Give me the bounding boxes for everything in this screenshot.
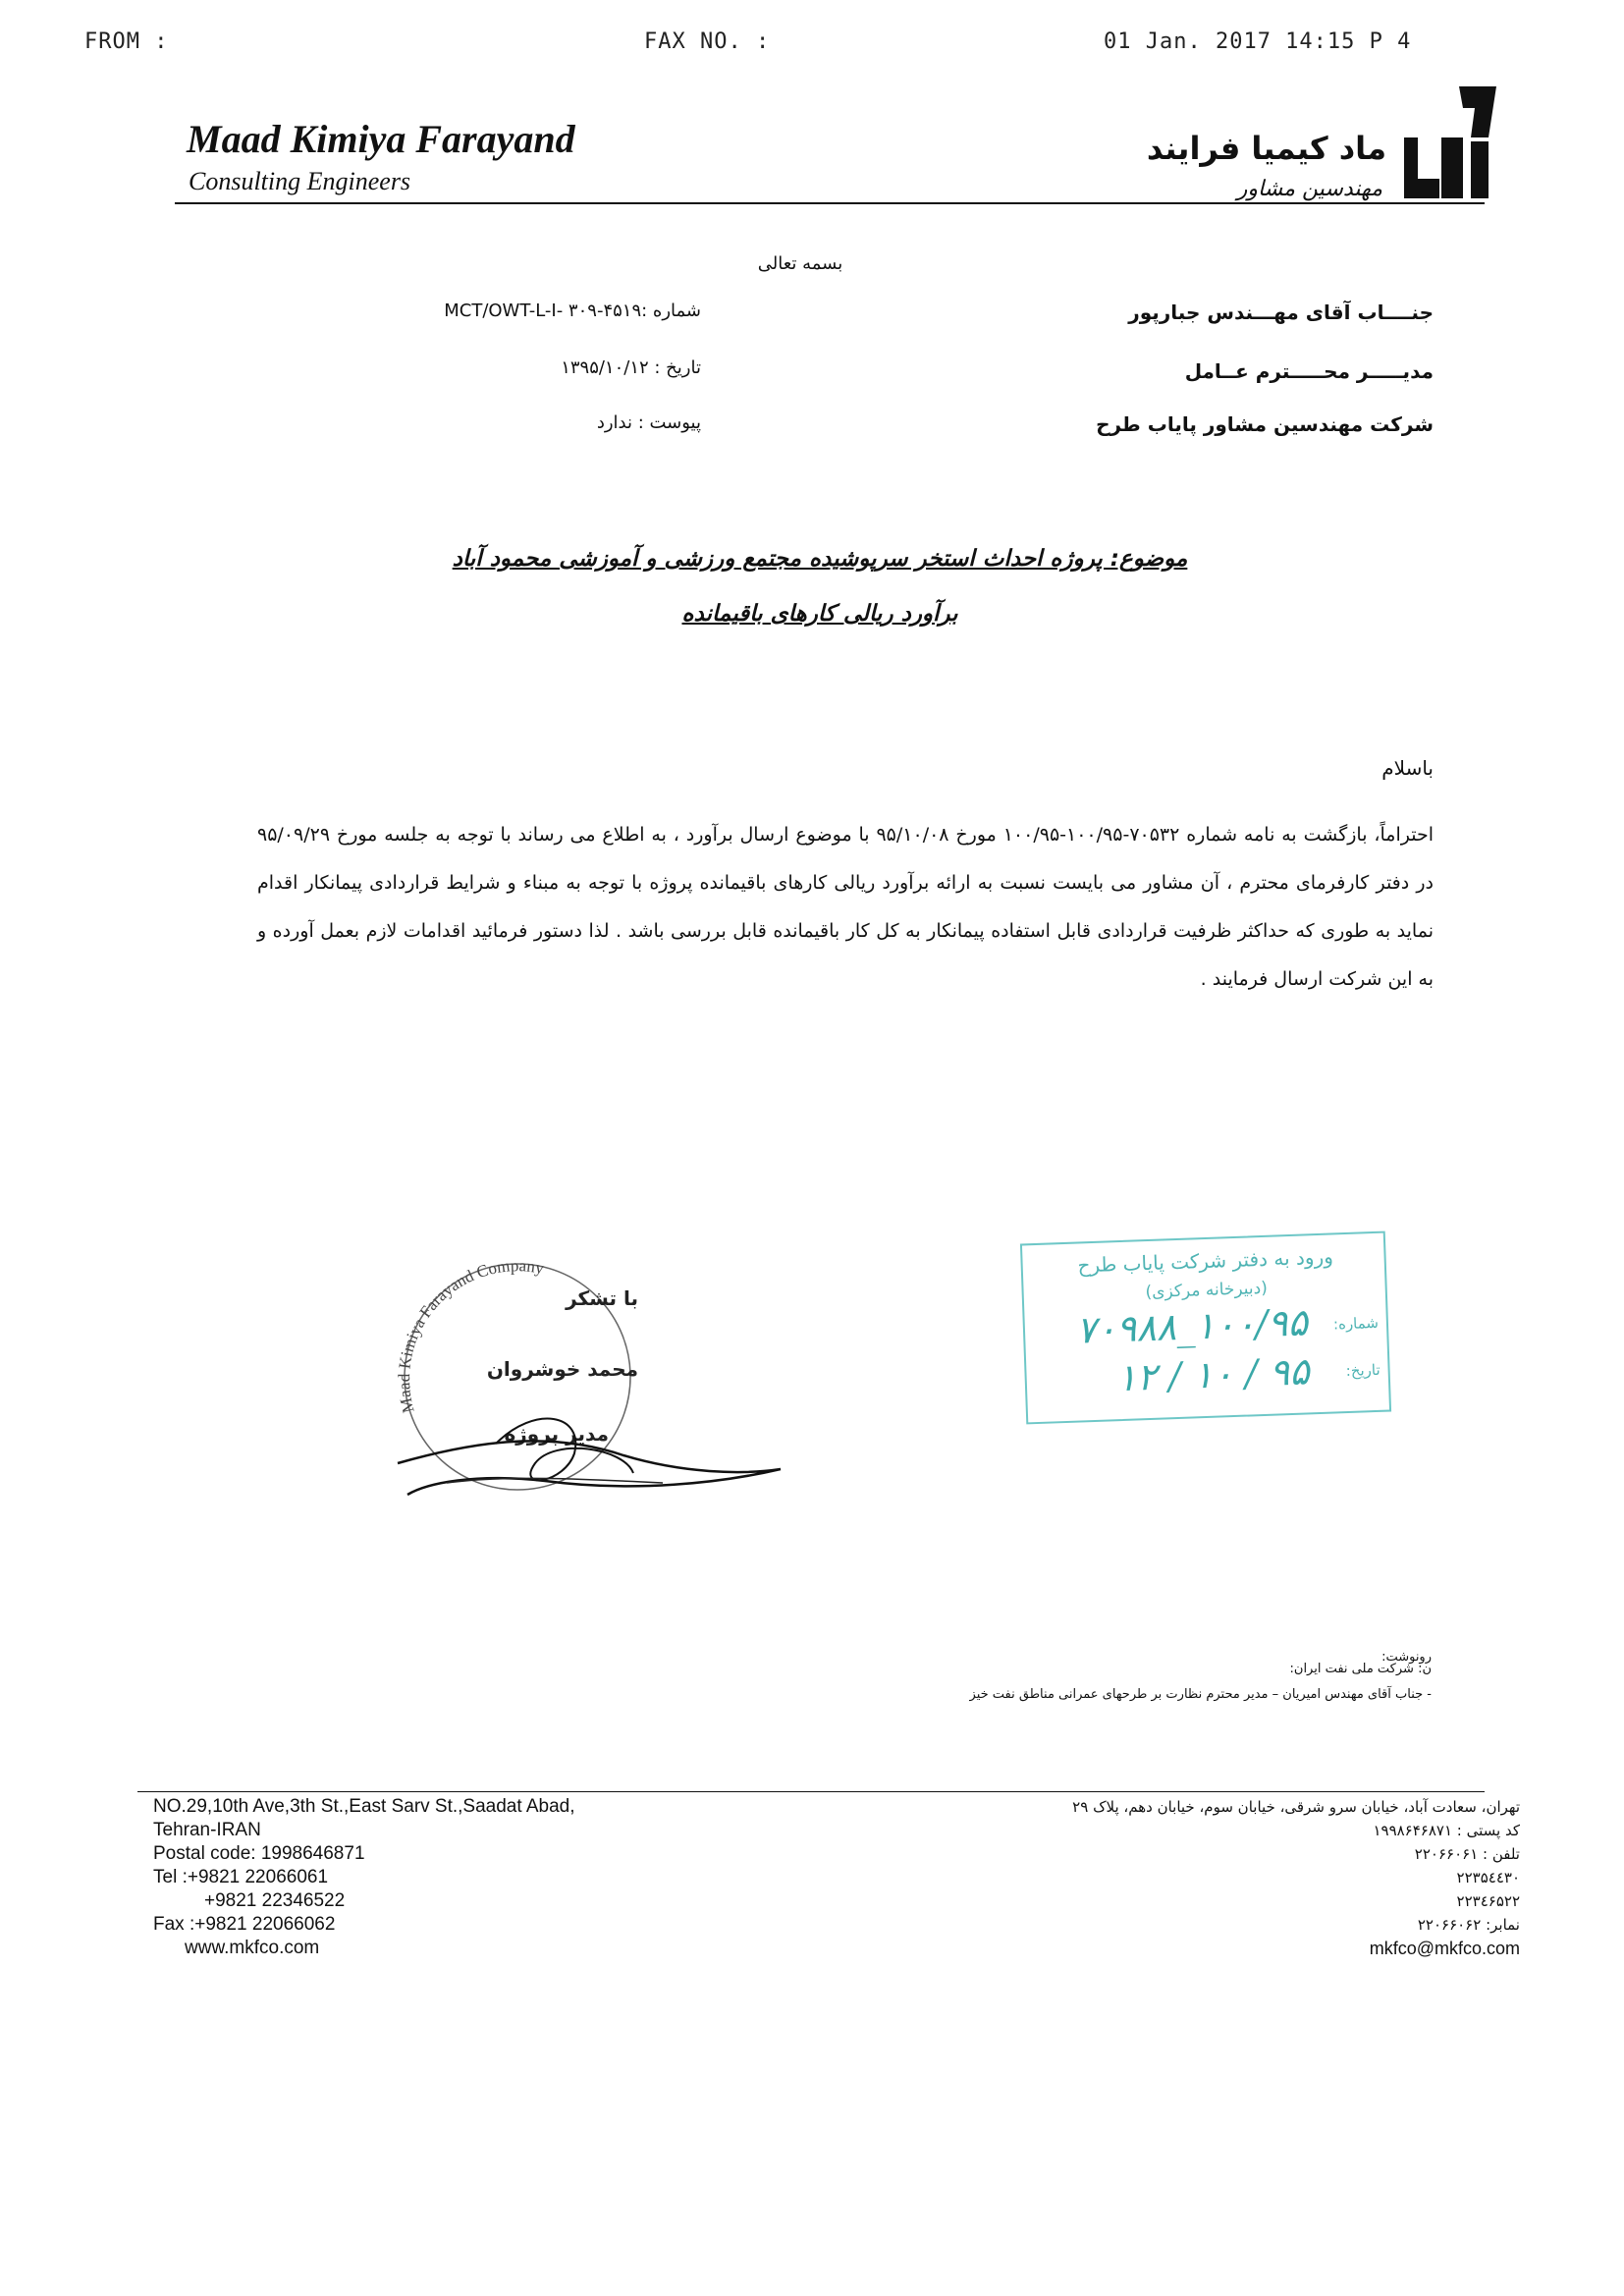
stamp-number-value: ۱۰۰/۹۵_۷۰۹۸۸ xyxy=(1075,1300,1309,1352)
greeting: باسلام xyxy=(1381,756,1434,780)
basmala: بسمه تعالی xyxy=(757,253,843,274)
company-subtitle-en: Consulting Engineers xyxy=(189,167,411,195)
signer-title: مدیر پروژه xyxy=(504,1422,609,1446)
letterhead-divider xyxy=(175,202,1485,204)
footer-address-line-2: Tehran-IRAN xyxy=(153,1820,261,1840)
footer-website[interactable]: www.mkfco.com xyxy=(185,1938,320,1958)
footer-tel-2-en: +9821 22346522 xyxy=(204,1890,346,1911)
stamp-title: ورود به دفتر شرکت پایاب طرح xyxy=(1077,1244,1334,1278)
subject-line-2: برآورد ریالی کارهای باقیمانده xyxy=(681,601,958,627)
cc-recipient: - جناب آقای مهندس امیریان – مدیر محترم نظارت بر طرحهای عمرانی مناطق نفت خیز xyxy=(969,1687,1432,1702)
footer-tel-2-fa: ۲۲۳۵٤٤۳۰ xyxy=(1456,1869,1520,1886)
footer-address-en xyxy=(153,1795,575,1960)
stamp-subtitle: (دبیرخانه مرکزی) xyxy=(1145,1278,1269,1303)
fax-from: FROM : xyxy=(84,29,169,54)
seal-text: Maad Kimiya Farayand Company xyxy=(394,1256,546,1415)
letter-date: تاریخ : ۱۳۹۵/۱۰/۱۲ xyxy=(561,357,701,378)
signer-name: محمد خوشروان xyxy=(486,1357,638,1381)
company-name-en: Maad Kimiya Farayand xyxy=(187,117,575,161)
signature-thanks: با تشکر xyxy=(566,1286,638,1310)
company-subtitle-fa: مهندسین مشاور xyxy=(1236,177,1382,201)
maad-logo-icon xyxy=(1402,81,1496,202)
cc-organization: ن: شرکت ملی نفت ایران: xyxy=(1289,1662,1432,1676)
company-name-fa: ماد کیمیا فرایند xyxy=(1146,130,1386,167)
footer-postal-fa: کد پستی : ۱۹۹۸۶۴۶۸۷۱ xyxy=(1373,1822,1520,1839)
addressee-title: مدیـــــر محـــــترم عــامل xyxy=(1184,359,1434,383)
footer-postal-en: Postal code: 1998646871 xyxy=(153,1843,365,1864)
cc-heading: رونوشت: xyxy=(1381,1650,1432,1665)
footer-divider xyxy=(137,1791,1485,1792)
fax-number: FAX NO. : xyxy=(644,29,771,54)
fax-datetime: 01 Jan. 2017 14:15 P 4 xyxy=(1104,29,1412,54)
stamp-number-label: شماره: xyxy=(1332,1313,1380,1334)
subject-line-1: موضوع: پروژه احداث استخر سرپوشیده مجتمع ورزشی و آموزشی محمود آباد xyxy=(452,546,1188,572)
footer-address-fa xyxy=(931,1795,1520,1960)
footer-fax-fa: نمابر: ۲۲۰۶۶۰۶۲ xyxy=(1417,1916,1520,1934)
addressee-company: شرکت مهندسین مشاور پایاب طرح xyxy=(1096,412,1434,436)
handwritten-signature xyxy=(388,1385,790,1512)
letter-body: احتراماً، بازگشت به نامه شماره ۷۰۵۳۲-۱۰۰/۹۵-۱۰۰/۹۵ مورخ ۹۵/۱۰/۰۸ با موضوع ارسال برآورد ، به اطلاع می رساند با توجه به جلسه مورخ ۹۵/۰۹/۲۹ در دفتر کارفرمای محترم ، آن مشاور می بایست نسبت به ارائه برآورد ریالی کارهای باقیمانده پروژه با توجه به مبناء و شرایط قراردادی پیمانکار اقدام نماید به طوری که حداکثر ظرفیت قراردادی قابل استفاده پیمانکار به کل کار باقیمانده قابل بررسی باشد . لذا دستور فرمائید اقدامات لازم بعمل آورده و به این شرکت ارسال فرمایند . xyxy=(257,824,1435,990)
footer-email[interactable]: mkfco@mkfco.com xyxy=(1369,1939,1520,1958)
footer-fax-en: Fax :+9821 22066062 xyxy=(153,1914,336,1935)
footer-tel-1-en: Tel :+9821 22066061 xyxy=(153,1867,329,1887)
footer-address-line-1: NO.29,10th Ave,3th St.,East Sarv St.,Saadat Abad, xyxy=(153,1796,575,1817)
stamp-date-label: تاریخ: xyxy=(1345,1360,1380,1381)
receipt-stamp xyxy=(1020,1231,1391,1425)
footer-address-fa-line: تهران، سعادت آباد، خیابان سرو شرقی، خیابان سوم، خیابان دهم، پلاک ۲۹ xyxy=(1072,1798,1520,1816)
footer-tel-3-fa: ۲۲۳٤۶۵۲۲ xyxy=(1456,1892,1520,1910)
letter-attachment: پیوست : ندارد xyxy=(596,412,701,433)
addressee-name: جنــــاب آقای مهـــندس جبارپور xyxy=(1128,301,1434,324)
footer-tel-1-fa: تلفن : ۲۲۰۶۶۰۶۱ xyxy=(1414,1845,1520,1863)
stamp-date-value: ۹۵ / ۱۰ / ۱۲ xyxy=(1115,1349,1311,1400)
letter-number: شماره :۴۵۱۹-MCT/OWT-L-I- ۳۰۹ xyxy=(444,301,701,321)
